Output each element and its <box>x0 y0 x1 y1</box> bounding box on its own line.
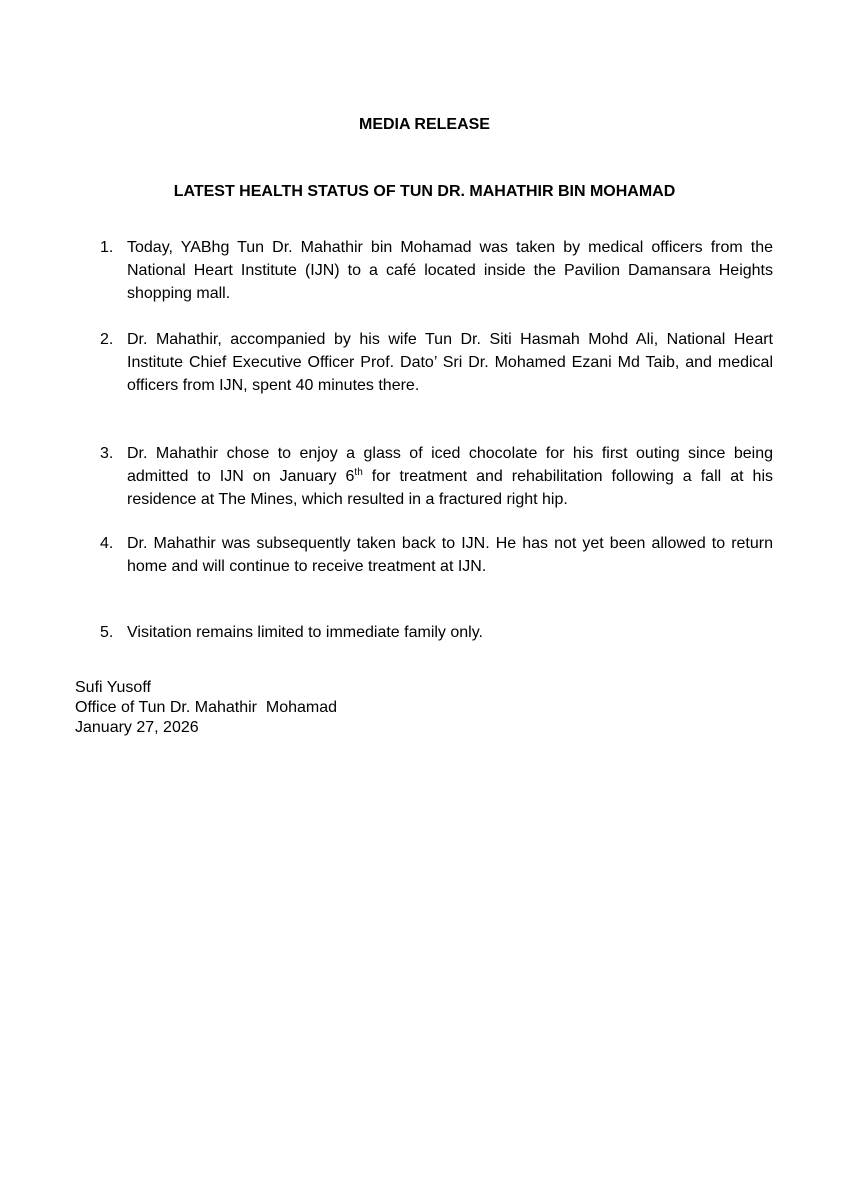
signatory-name: Sufi Yusoff <box>75 679 151 696</box>
ordinal-superscript: th <box>354 467 363 478</box>
list-item-text: Dr. Mahathir, accompanied by his wife Tun Dr. Siti Hasmah Mohd Ali, National Heart Institute Chief Executive Officer Prof. Dato’ Sri Dr. Mohamed Ezani Md Taib, and medical officers from IJN, spent 40 minutes there. <box>127 331 773 394</box>
list-item-number: 5. <box>100 624 114 641</box>
list-item-text: Today, YABhg Tun Dr. Mahathir bin Mohamad was taken by medical officers from the National Heart Institute (IJN) to a café located inside the Pavilion Damansara Heights shopping mall. <box>127 239 773 302</box>
list-item-text <box>127 442 773 511</box>
list-item-3 <box>100 442 773 511</box>
list-item-text: Visitation remains limited to immediate family only. <box>127 624 483 641</box>
release-date: January 27, 2026 <box>75 719 199 736</box>
signatory-office: Office of Tun Dr. Mahathir Mohamad <box>75 699 338 716</box>
list-item-number: 3. <box>100 445 114 462</box>
list-item-2 <box>100 328 773 397</box>
list-item-text-part: Dr. Mahathir chose to enjoy a glass of iced chocolate for his first outing since being admitted to IJN on January 6 <box>127 445 773 485</box>
list-item-text: Dr. Mahathir was subsequently taken back to IJN. He has not yet been allowed to return home and will continue to receive treatment at IJN. <box>127 535 773 575</box>
media-release-label: MEDIA RELEASE <box>359 116 490 133</box>
list-item-number: 2. <box>100 331 114 348</box>
document-title: LATEST HEALTH STATUS OF TUN DR. MAHATHIR BIN MOHAMAD <box>173 183 676 200</box>
list-item-text-part: for treatment and rehabilitation following a fall at his residence at The Mines, which resulted in a fractured right hip. <box>127 468 774 508</box>
list-item-1 <box>100 236 773 305</box>
list-item-4 <box>100 532 773 578</box>
list-item-number: 1. <box>100 239 114 256</box>
list-item-5 <box>100 621 773 644</box>
list-item-number: 4. <box>100 535 114 552</box>
